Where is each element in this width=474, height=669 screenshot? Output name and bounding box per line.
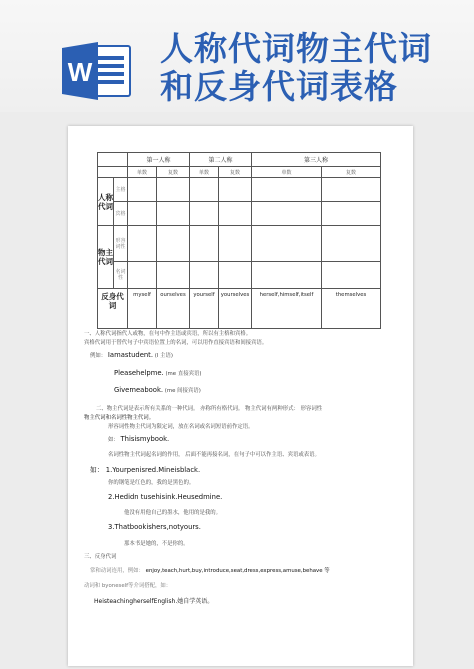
header-third-person: 第三人称 bbox=[252, 153, 381, 167]
example-sentence: Thisismybook. bbox=[120, 435, 170, 443]
table-cell bbox=[322, 262, 381, 289]
table-cell bbox=[128, 226, 157, 262]
header-plural: 复数 bbox=[157, 167, 190, 178]
example-sentence: Iamastudent. bbox=[107, 351, 154, 359]
table-cell bbox=[190, 202, 219, 226]
table-header-row bbox=[98, 153, 381, 167]
table-cell bbox=[128, 262, 157, 289]
table-cell bbox=[322, 202, 381, 226]
table-corner bbox=[98, 153, 128, 167]
example-line bbox=[114, 386, 201, 394]
paragraph-line bbox=[90, 566, 330, 574]
table-cell bbox=[157, 178, 190, 202]
page-title bbox=[160, 30, 470, 106]
header-plural: 复数 bbox=[219, 167, 252, 178]
header-singular: 单数 bbox=[128, 167, 157, 178]
table-cell bbox=[252, 178, 322, 202]
table-corner-2 bbox=[98, 167, 128, 178]
sub-label: 名词性 bbox=[114, 262, 128, 289]
example-line bbox=[90, 351, 173, 359]
translation-line: 你的钢笔是红色的，我的是黑色的。 bbox=[108, 480, 195, 486]
paragraph-line: 宾格代词用于替代句子中宾语位置上的名词，可以用作直接宾语和间接宾语。 bbox=[84, 340, 268, 346]
table-cell bbox=[190, 178, 219, 202]
title-line-1: 人称代词物主代词 bbox=[160, 29, 432, 68]
table-cell bbox=[252, 262, 322, 289]
paragraph-line: 一、人称代词指代人或物，在句中作主语或宾语，所以有主格和宾格。 bbox=[84, 331, 252, 337]
table-cell bbox=[219, 202, 252, 226]
example-sentence: Givemeabook. bbox=[114, 386, 164, 394]
header-first-person: 第一人称 bbox=[128, 153, 190, 167]
table-row bbox=[98, 226, 381, 262]
header-plural: 复数 bbox=[322, 167, 381, 178]
paragraph-line: 动词和 byoneself等介词搭配，如： bbox=[84, 583, 172, 589]
table-cell bbox=[219, 178, 252, 202]
example-prefix: 如： bbox=[108, 437, 119, 443]
header-second-person: 第二人称 bbox=[190, 153, 252, 167]
sub-label: 主格 bbox=[114, 178, 128, 202]
table-cell bbox=[128, 178, 157, 202]
table-row bbox=[98, 262, 381, 289]
word-document-icon bbox=[62, 40, 132, 102]
pronoun-table bbox=[97, 152, 381, 329]
table-cell bbox=[157, 226, 190, 262]
section-heading: 三、反身代词 bbox=[84, 554, 117, 560]
table-row bbox=[98, 202, 381, 226]
table-subheader-row bbox=[98, 167, 381, 178]
table-cell bbox=[157, 202, 190, 226]
row-label-personal: 人称代词 bbox=[98, 178, 114, 226]
sub-label: 宾格 bbox=[114, 202, 128, 226]
example-sentence: Pleasehelpme. bbox=[114, 369, 164, 377]
pronoun-table-wrap bbox=[97, 152, 381, 329]
table-cell bbox=[252, 202, 322, 226]
paragraph-line: 二、物主代词是表示所有关系的一种代词。 亦称所有格代词。 物主代词有两种形式： 形容词性 bbox=[96, 406, 323, 412]
table-cell bbox=[190, 262, 219, 289]
table-row bbox=[98, 178, 381, 202]
table-cell bbox=[322, 178, 381, 202]
paragraph-line: 形容词性物主代词为限定词，放在名词或名词短语前作定语。 bbox=[108, 424, 254, 430]
example-note: (me 直接宾语) bbox=[165, 371, 202, 377]
table-cell bbox=[190, 226, 219, 262]
example-sentence: 2.Hedidn tusehisink.Heusedmine. bbox=[108, 493, 223, 501]
table-row bbox=[98, 289, 381, 329]
paragraph-line: 物主代词和名词性物主代词。 bbox=[84, 415, 155, 421]
paragraph-line: 名词性物主代词起名词的作用， 后面不能再接名词，在句子中可以作主语、宾语或表语。 bbox=[108, 452, 320, 458]
table-cell bbox=[219, 262, 252, 289]
example-line bbox=[108, 435, 169, 443]
table-cell bbox=[252, 226, 322, 262]
reflexive-cell: themselves bbox=[322, 289, 381, 329]
example-line bbox=[114, 369, 202, 377]
reflexive-cell: yourself bbox=[190, 289, 219, 329]
verb-list: enjoy,teach,hurt,buy,introduce,seat,dress,express,amuse,behave 等 bbox=[145, 568, 330, 574]
example-sentence: HeisteachingherselfEnglish.她自学英语。 bbox=[94, 598, 214, 605]
example-note: (me 间接宾语) bbox=[164, 388, 201, 394]
example-sentence: 如： 1.Yourpenisred.Mineisblack. bbox=[90, 466, 201, 474]
table-cell bbox=[157, 262, 190, 289]
row-label-reflexive: 反身代词 bbox=[98, 289, 128, 329]
example-prefix: 例如： bbox=[90, 353, 107, 359]
translation-line: 那本书是她的，不是你的。 bbox=[124, 541, 189, 547]
table-cell bbox=[128, 202, 157, 226]
header-singular: 单数 bbox=[190, 167, 219, 178]
document-page bbox=[68, 126, 413, 666]
logo-letter: W bbox=[67, 57, 93, 87]
sub-label: 形容词性 bbox=[114, 226, 128, 262]
reflexive-cell: yourselves bbox=[219, 289, 252, 329]
header-singular: 单数 bbox=[252, 167, 322, 178]
paragraph-text: 常和动词连用，例如： bbox=[90, 568, 144, 574]
table-cell bbox=[219, 226, 252, 262]
row-label-possessive: 物主代词 bbox=[98, 226, 114, 289]
reflexive-cell: myself bbox=[128, 289, 157, 329]
table-cell bbox=[322, 226, 381, 262]
page-header bbox=[0, 0, 474, 112]
reflexive-cell: herself,himself,itself bbox=[252, 289, 322, 329]
example-note: (I 主语) bbox=[154, 353, 174, 359]
example-sentence: 3.Thatbookishers,notyours. bbox=[108, 523, 201, 531]
translation-line: 他没有用他自己的墨水，他用的是我的。 bbox=[124, 510, 222, 516]
title-line-2: 和反身代词表格 bbox=[160, 67, 398, 106]
reflexive-cell: ourselves bbox=[157, 289, 190, 329]
